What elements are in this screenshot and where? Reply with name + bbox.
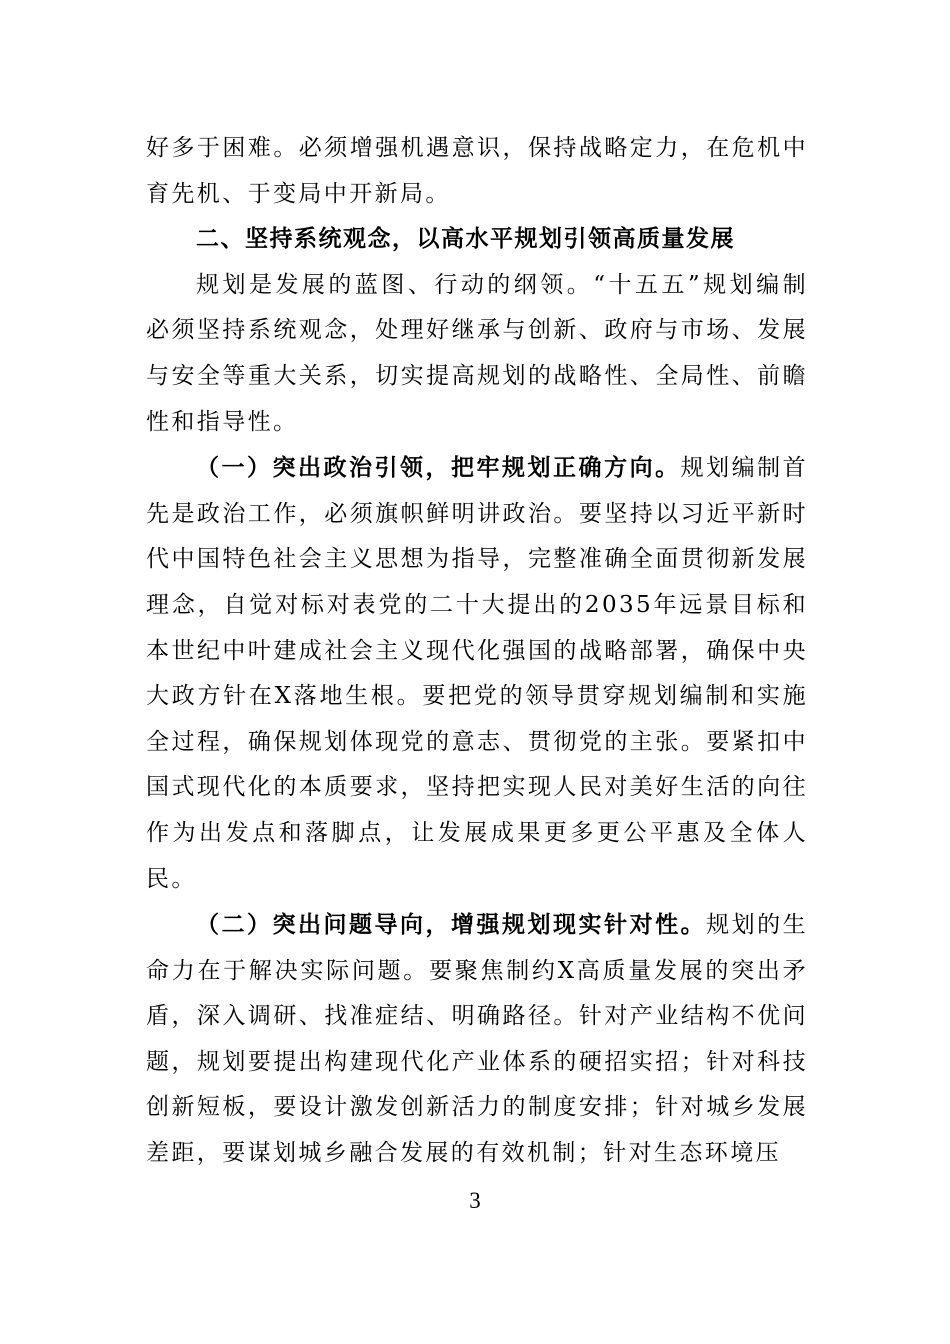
document-body (146, 126, 808, 1177)
continuation-paragraph: 好多于困难。必须增强机遇意识，保持战略定力，在危机中育先机、于变局中开新局。 (146, 135, 808, 207)
page-number: 3 (469, 1188, 481, 1213)
item-2-lead: （二）突出问题导向，增强规划现实针对性。 (196, 911, 707, 939)
section-heading: 二、坚持系统观念，以高水平规划引领高质量发展 (196, 226, 735, 253)
item-1-lead: （一）突出政治引领，把牢规划正确方向。 (196, 454, 681, 482)
item-1-body: 规划编制首先是政治工作，必须旗帜鲜明讲政治。要坚持以习近平新时代中国特色社会主义思想为指导，完整准确全面贯彻新发展理念，自觉对标对表党的二十大提出的2035年远景目标和本世纪中叶建成社会主义现代化强国的战略部署，确保中央大政方针在X落地生根。要把党的领导贯穿规划编制和实施全过程，确保规划体现党的意志、贯彻党的主张。要紧扣中国式现代化的本质要求，坚持把实现人民对美好生活的向往作为出发点和落脚点，让发展成果更多更公平惠及全体人民。 (146, 455, 808, 892)
item-1-paragraph (146, 445, 808, 902)
item-2-paragraph (146, 902, 808, 1177)
item-2-body: 规划的生命力在于解决实际问题。要聚焦制约X高质量发展的突出矛盾，深入调研、找准症结、明确路径。针对产业结构不优问题，规划要提出构建现代化产业体系的硬招实招；针对科技创新短板，要设计激发创新活力的制度安排；针对城乡发展差距，要谋划城乡融合发展的有效机制；针对生态环境压 (146, 912, 809, 1167)
intro-paragraph: 规划是发展的蓝图、行动的纲领。“十五五”规划编制必须坚持系统观念，处理好继承与创新、政府与市场、发展与安全等重大关系，切实提高规划的战略性、全局性、前瞻性和指导性。 (146, 271, 808, 435)
